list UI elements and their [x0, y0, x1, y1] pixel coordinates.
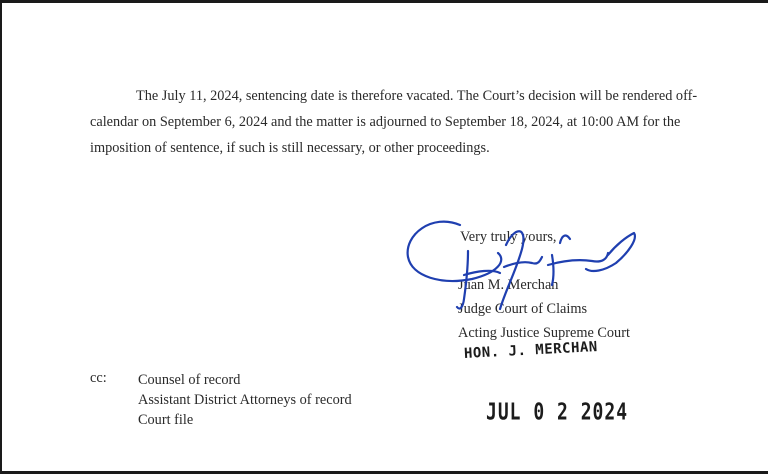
document-page — [0, 3, 768, 471]
signer-title-2: Acting Justice Supreme Court — [458, 325, 630, 341]
cc-recipient: Court file — [138, 412, 194, 428]
closing-salutation: Very truly yours, — [460, 229, 557, 245]
signer-title-1: Judge Court of Claims — [458, 301, 588, 317]
cc-recipient: Counsel of record — [138, 372, 241, 388]
cc-label: cc: — [90, 370, 107, 386]
cc-recipients — [138, 370, 352, 430]
signer-name: Juan M. Merchan — [458, 277, 559, 293]
name-stamp: HON. J. MERCHAN — [463, 339, 599, 362]
date-stamp: JUL 0 2 2024 — [486, 398, 629, 427]
body-paragraph: The July 11, 2024, sentencing date is therefore vacated. The Court’s decision will be rendered off-calendar on September 6, 2024 and the matter is adjourned to September 18, 2024, at 10:00 AM for the imposition of sentence, if such is still necessary, or other proceedings. — [90, 88, 698, 156]
cc-recipient: Assistant District Attorneys of record — [138, 392, 352, 408]
closing-block — [458, 225, 630, 345]
